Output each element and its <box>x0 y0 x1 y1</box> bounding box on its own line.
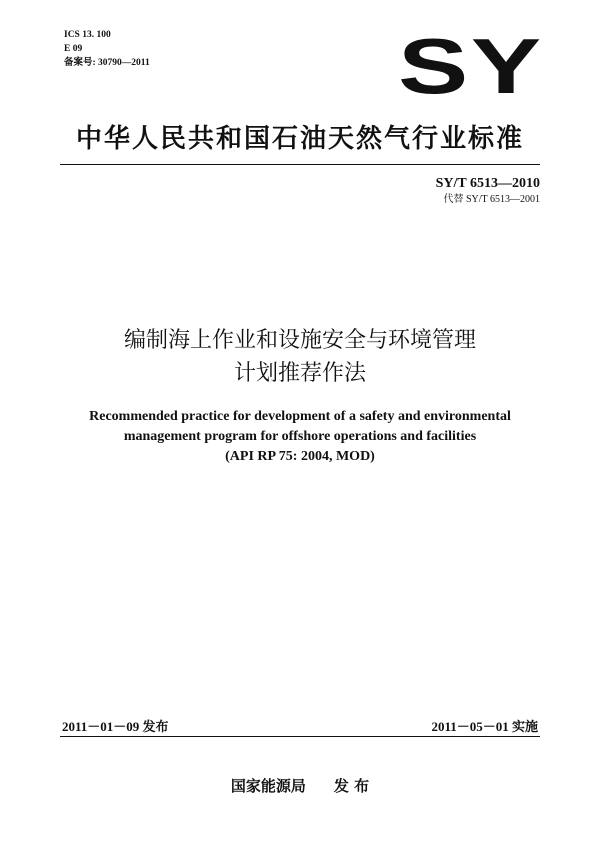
english-title-line-2: management program for offshore operations and facilities <box>123 429 477 444</box>
ics-code: ICS 13. 100 <box>64 30 111 40</box>
issuer-action: 发 布 <box>333 777 370 795</box>
issuer-line <box>0 775 600 796</box>
standard-number: SY/T 6513—2010 <box>435 176 540 191</box>
english-title <box>0 407 600 467</box>
implementation-date: 2011－05－01 实施 <box>431 719 538 734</box>
top-divider <box>60 164 540 165</box>
sy-logo: SY <box>398 22 544 110</box>
chinese-title-line-1: 编制海上作业和设施安全与环境管理 <box>123 328 476 353</box>
issuer-name: 国家能源局 <box>230 777 306 795</box>
standard-number-block <box>436 175 540 207</box>
category-code: E 09 <box>64 44 83 54</box>
chinese-title <box>0 324 600 390</box>
english-title-line-3: (API RP 75: 2004, MOD) <box>225 449 375 464</box>
publish-date: 2011－01－09 发布 <box>62 719 169 734</box>
record-number: 备案号: 30790—2011 <box>64 58 150 68</box>
classification-block <box>64 28 150 70</box>
replaces-standard: 代替 SY/T 6513—2001 <box>443 194 540 205</box>
english-title-line-1: Recommended practice for development of a safety and environmental <box>89 409 511 424</box>
bottom-divider <box>60 736 540 737</box>
organization-title: 中华人民共和国石油天然气行业标准 <box>75 124 524 154</box>
chinese-title-line-2: 计划推荐作法 <box>233 361 366 386</box>
